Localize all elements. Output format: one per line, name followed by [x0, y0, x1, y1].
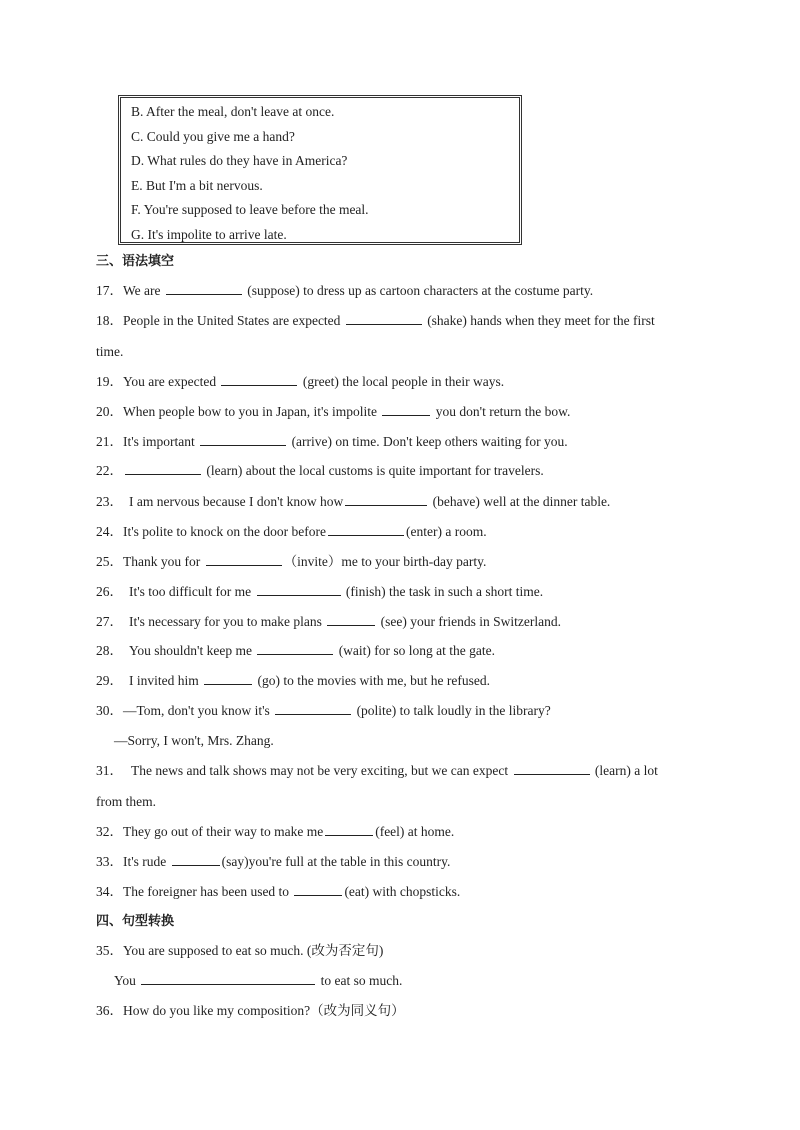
question-19: 19．You are expected (greet) the local people in their ways.	[96, 374, 505, 389]
answer-blank[interactable]	[204, 672, 252, 685]
option-d: D. What rules do they have in America?	[131, 153, 348, 168]
answer-blank[interactable]	[328, 523, 404, 536]
answer-blank[interactable]	[346, 312, 422, 325]
question-17: 17．We are (suppose) to dress up as cartoon characters at the costume party.	[96, 283, 594, 298]
answer-blank[interactable]	[325, 823, 373, 836]
options-box	[118, 95, 522, 245]
option-b: B. After the meal, don't leave at once.	[131, 104, 335, 119]
question-20: 20．When people bow to you in Japan, it's impolite you don't return the bow.	[96, 404, 571, 419]
answer-blank[interactable]	[327, 613, 375, 626]
question-21: 21．It's important (arrive) on time. Don't keep others waiting for you.	[96, 434, 568, 449]
question-23: 23． I am nervous because I don't know how (behave) well at the dinner table.	[96, 494, 611, 509]
question-18: 18．People in the United States are expected (shake) hands when they meet for the first	[96, 313, 655, 328]
question-25: 25．Thank you for （invite）me to your birth-day party.	[96, 554, 487, 569]
question-35: 35．You are supposed to eat so much. (改为否定句)	[96, 943, 384, 958]
answer-blank[interactable]	[275, 702, 351, 715]
question-35-answer-line: You to eat so much.	[114, 973, 403, 988]
option-e: E. But I'm a bit nervous.	[131, 177, 263, 193]
answer-blank[interactable]	[141, 972, 315, 985]
answer-blank[interactable]	[221, 373, 297, 386]
question-28: 28． You shouldn't keep me (wait) for so long at the gate.	[96, 643, 496, 658]
option-g: G. It's impolite to arrive late.	[131, 226, 287, 242]
answer-blank[interactable]	[514, 762, 590, 775]
section-3-heading: 三、语法填空	[96, 254, 175, 269]
section-4-heading: 四、句型转换	[96, 914, 175, 929]
answer-blank[interactable]	[345, 493, 427, 506]
answer-blank[interactable]	[294, 883, 342, 896]
option-c: C. Could you give me a hand?	[131, 128, 295, 144]
question-18-continued: time.	[96, 344, 124, 359]
answer-blank[interactable]	[257, 642, 333, 655]
question-31: 31． The news and talk shows may not be very exciting, but we can expect (learn) a lot	[96, 763, 658, 778]
answer-blank[interactable]	[200, 433, 286, 446]
answer-blank[interactable]	[382, 403, 430, 416]
answer-blank[interactable]	[166, 282, 242, 295]
option-f: F. You're supposed to leave before the meal.	[131, 202, 369, 217]
question-30: 30．—Tom, don't you know it's (polite) to talk loudly in the library?	[96, 703, 551, 718]
question-34: 34．The foreigner has been used to (eat) with chopsticks.	[96, 884, 461, 899]
answer-blank[interactable]	[125, 462, 201, 475]
question-32: 32．They go out of their way to make me (feel) at home.	[96, 824, 455, 839]
question-27: 27． It's necessary for you to make plans (see) your friends in Switzerland.	[96, 614, 561, 629]
question-31-continued: from them.	[96, 794, 156, 809]
answer-blank[interactable]	[172, 853, 220, 866]
answer-blank[interactable]	[206, 553, 282, 566]
question-30-reply: —Sorry, I won't, Mrs. Zhang.	[114, 733, 274, 748]
question-24: 24．It's polite to knock on the door before (enter) a room.	[96, 524, 487, 539]
question-22: 22． (learn) about the local customs is quite important for travelers.	[96, 463, 544, 478]
answer-blank[interactable]	[257, 583, 341, 596]
question-26: 26． It's too difficult for me (finish) the task in such a short time.	[96, 584, 544, 599]
question-29: 29． I invited him (go) to the movies with me, but he refused.	[96, 673, 490, 688]
question-33: 33．It's rude (say)you're full at the table in this country.	[96, 854, 451, 869]
question-36: 36．How do you like my composition?（改为同义句）	[96, 1003, 405, 1018]
